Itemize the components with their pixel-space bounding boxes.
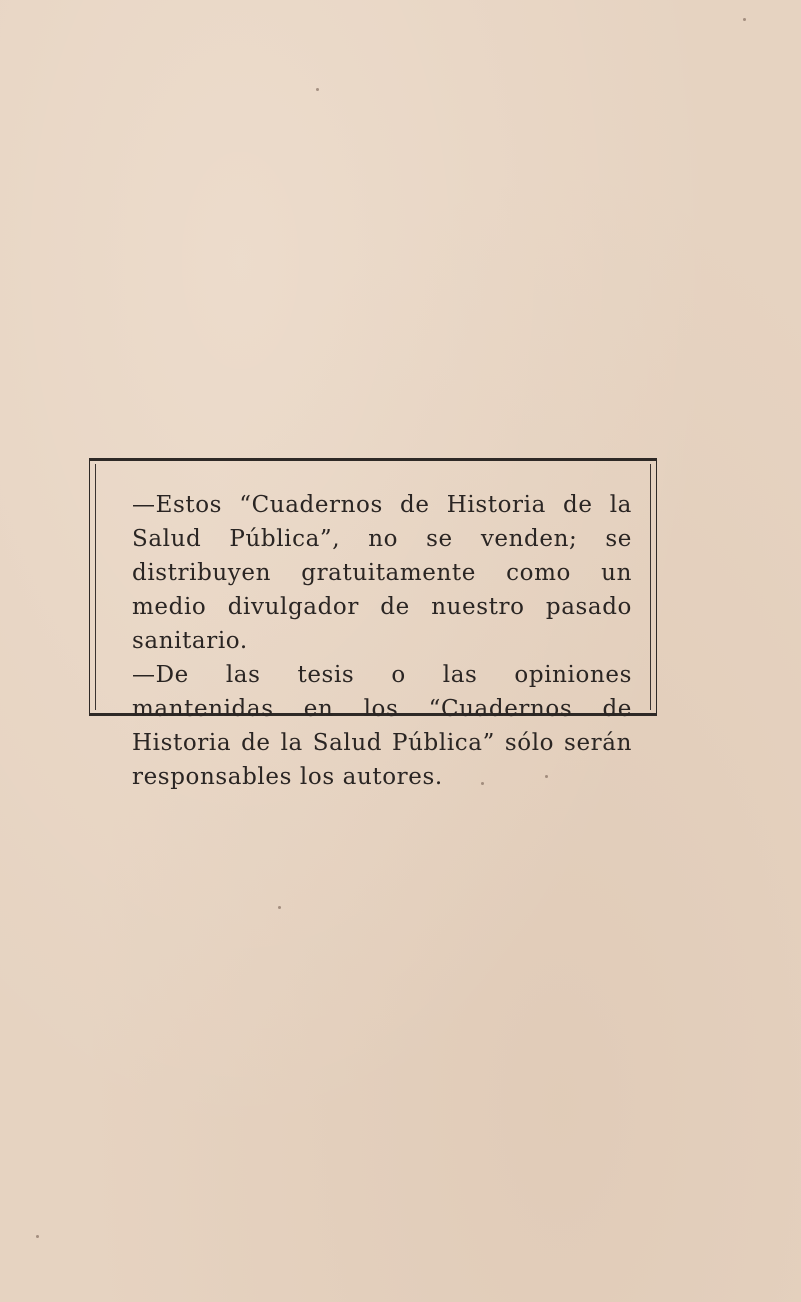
paper-speck <box>36 1235 39 1238</box>
distribution-notice-paragraph: —Estos “Cuadernos de Historia de la Salud Pública”, no se venden; se distribuyen gratuitamente como un medio divulgador de nuestro pasado sanitario. <box>132 492 632 654</box>
notice-text-block <box>132 488 632 794</box>
responsibility-notice-paragraph: —De las tesis o las opiniones mantenidas en los “Cuadernos de Historia de la Salud Pública” sólo serán responsables los autores. <box>132 662 632 790</box>
paper-speck <box>743 18 746 21</box>
paper-speck <box>278 906 281 909</box>
paper-speck <box>316 88 319 91</box>
